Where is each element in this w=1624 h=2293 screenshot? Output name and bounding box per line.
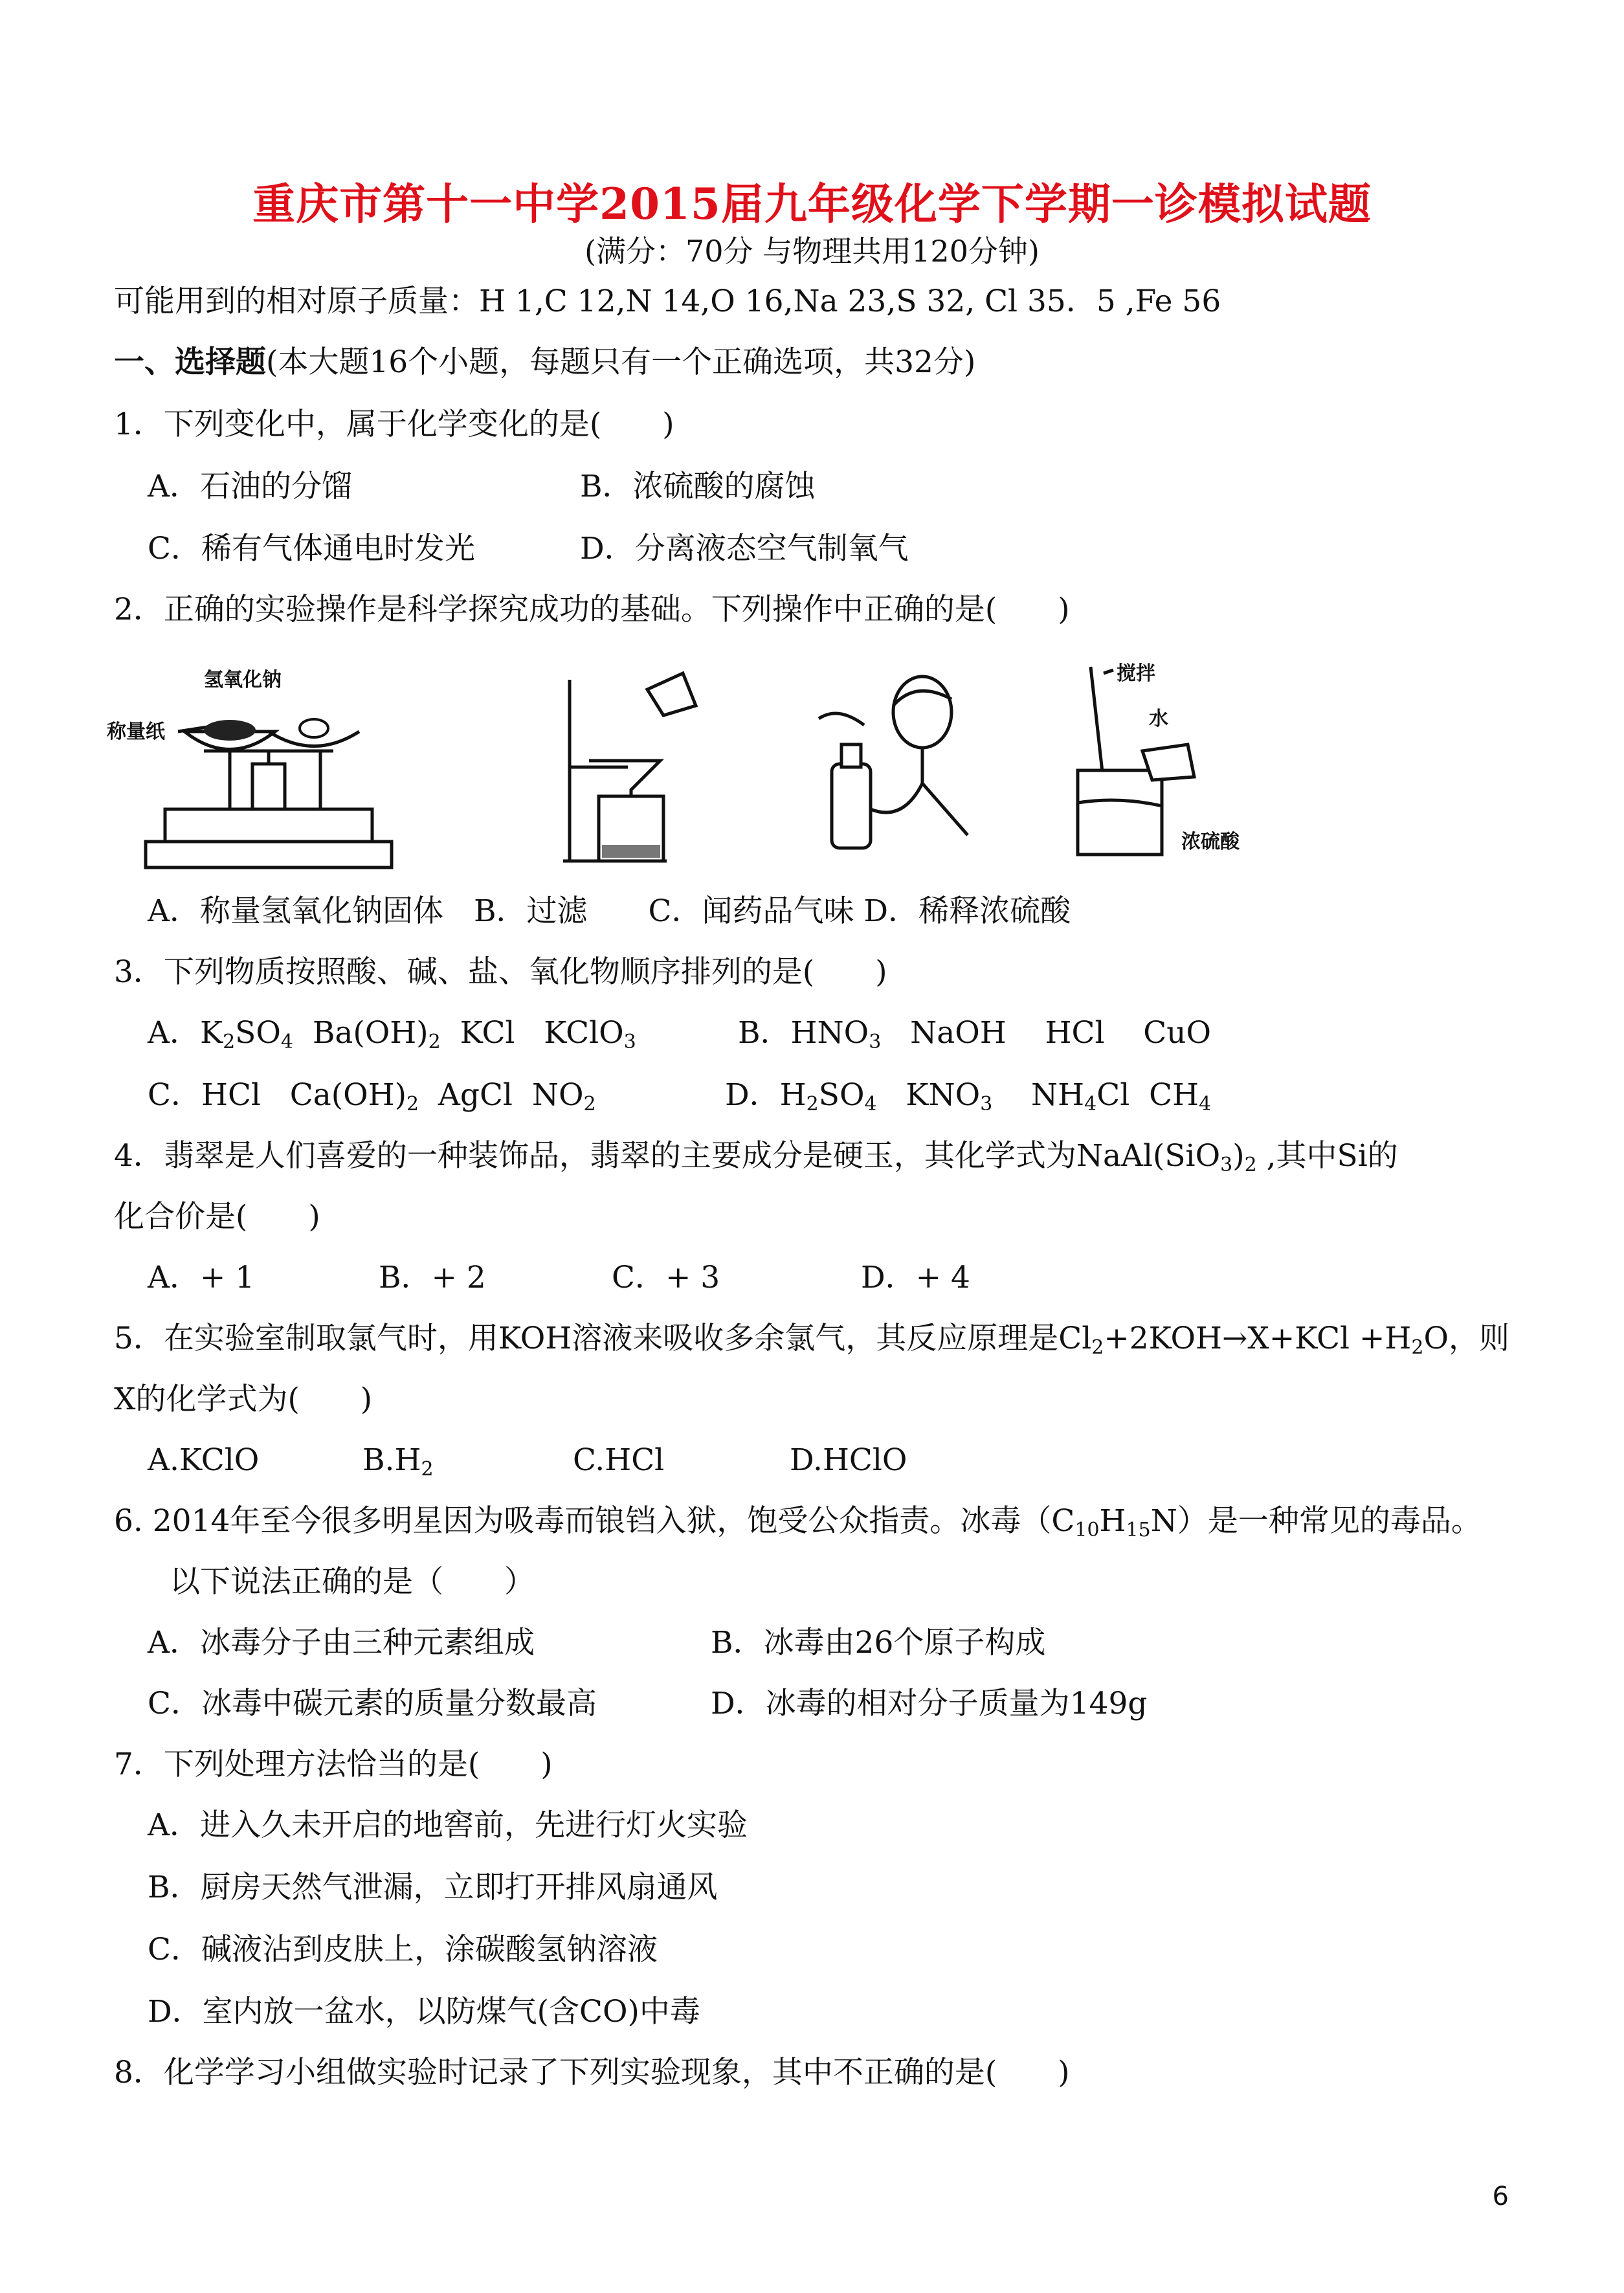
q5-option-b: $B.H_2$ (362, 1442, 434, 1481)
q7-option-d: D．室内放一盆水，以防煤气(含CO)中毒 (148, 1994, 700, 2030)
section-desc: (本大题16个小题，每题只有一个正确选项，共32分) (266, 344, 976, 380)
q5-stem-2: X的化学式为( ) (114, 1381, 373, 1417)
label-stir: 搅拌 (1117, 662, 1155, 685)
q3-option-d: D．$H_2SO_4$ $KNO_3$ $NH_4Cl$ $CH_4$ (725, 1077, 1212, 1115)
q3-option-b: B．$HNO_3$ NaOH HCl CuO (738, 1015, 1212, 1053)
q1-option-b: B．浓硫酸的腐蚀 (580, 469, 816, 504)
figure-filtration (550, 654, 706, 874)
q1-option-a: A．石油的分馏 (148, 469, 352, 504)
q6-stem: 6. 2014年至今很多明星因为吸毒而锒铛入狱，饱受公众指责。冰毒$(C_{10}H_{15}N)$是一种常见的毒品。 (114, 1503, 1482, 1541)
q6-option-d: D．冰毒的相对分子质量为149g (711, 1686, 1148, 1721)
q4-option-d: D．+ 4 (861, 1260, 970, 1295)
naoh-pile (204, 720, 256, 741)
q4-option-b: B．+ 2 (379, 1260, 486, 1295)
figure-balance (107, 654, 411, 874)
q4-option-a: A．+ 1 (148, 1260, 255, 1295)
q1-stem: 1．下列变化中，属于化学变化的是( ) (114, 407, 674, 442)
q7-option-a: A．进入久未开启的地窖前，先进行灯火实验 (148, 1807, 748, 1843)
q7-option-c: C．碱液沾到皮肤上，涂碳酸氢钠溶液 (148, 1932, 658, 1967)
q5-option-a: A.KClO (148, 1442, 260, 1478)
q6-option-b: B．冰毒由26个原子构成 (711, 1625, 1046, 1661)
q5-option-d: D.HClO (790, 1442, 907, 1478)
page-title: 重庆市第十一中学2015届九年级化学下学期一诊模拟试题 (252, 179, 1372, 229)
figure-diluting (1065, 654, 1272, 874)
q6-option-c: C．冰毒中碳元素的质量分数最高 (148, 1686, 597, 1721)
q7-option-b: B．厨房天然气泄漏，立即打开排风扇通风 (148, 1870, 718, 1905)
q4-stem: 4．翡翠是人们喜爱的一种装饰品，翡翠的主要成分是硬玉，其化学式为$NaAl(SiO_3)_2$ ,其中Si的 (114, 1138, 1398, 1176)
q3-option-a: A．$K_2SO_4$ $Ba(OH)_2$ KCl KClO$_3$ (148, 1015, 636, 1053)
q6-option-a: A．冰毒分子由三种元素组成 (148, 1625, 535, 1661)
label-paper: 称量纸 (107, 721, 165, 743)
figure-smelling (806, 654, 981, 874)
q3-option-c: C．HCl $Ca(OH)_2$ AgCl $NO_2$ (148, 1077, 596, 1115)
label-acid: 浓硫酸 (1181, 831, 1240, 853)
q3-stem: 3．下列物质按照酸、碱、盐、氧化物顺序排列的是( ) (114, 954, 887, 990)
smelling-diagram (806, 654, 981, 874)
q7-stem: 7．下列处理方法恰当的是( ) (114, 1747, 553, 1782)
section-title: 一、选择题 (114, 344, 266, 380)
q2-stem: 2．正确的实验操作是科学探究成功的基础。下列操作中正确的是( ) (114, 592, 1070, 627)
q5-stem: 5．在实验室制取氯气时，用KOH溶液来吸收多余氯气，其反应原理是$Cl_2+2KOH\to X+KCl +H_2O$，则 (114, 1321, 1510, 1359)
q4-option-c: C．+ 3 (612, 1260, 720, 1295)
q4-stem-2: 化合价是( ) (114, 1199, 320, 1235)
q6-stem-2: 以下说法正确的是（ ） (170, 1564, 535, 1600)
label-naoh: 氢氧化钠 (204, 669, 282, 691)
diluting-diagram (1065, 654, 1272, 874)
q8-stem: 8．化学学习小组做实验时记录了下列实验现象，其中不正确的是( ) (114, 2055, 1070, 2090)
label-water: 水 (1149, 708, 1168, 730)
q1-option-d: D．分离液态空气制氧气 (580, 531, 909, 566)
page-number: 6 (1492, 2182, 1509, 2211)
filtration-diagram (550, 654, 706, 874)
q1-option-c: C．稀有气体通电时发光 (148, 531, 475, 566)
q2-options: A．称量氢氧化钠固体 B．过滤 C．闻药品气味 D．稀释浓硫酸 (148, 893, 1071, 929)
section-heading (114, 343, 975, 382)
atomic-masses: 可能用到的相对原子质量：H 1,C 12,N 14,O 16,Na 23,S 32, Cl 35．5 ,Fe 56 (114, 284, 1221, 319)
q5-option-c: C.HCl (573, 1442, 665, 1478)
page-subtitle: (满分：70分 与物理共用120分钟) (584, 234, 1040, 269)
balance-diagram (107, 654, 411, 874)
